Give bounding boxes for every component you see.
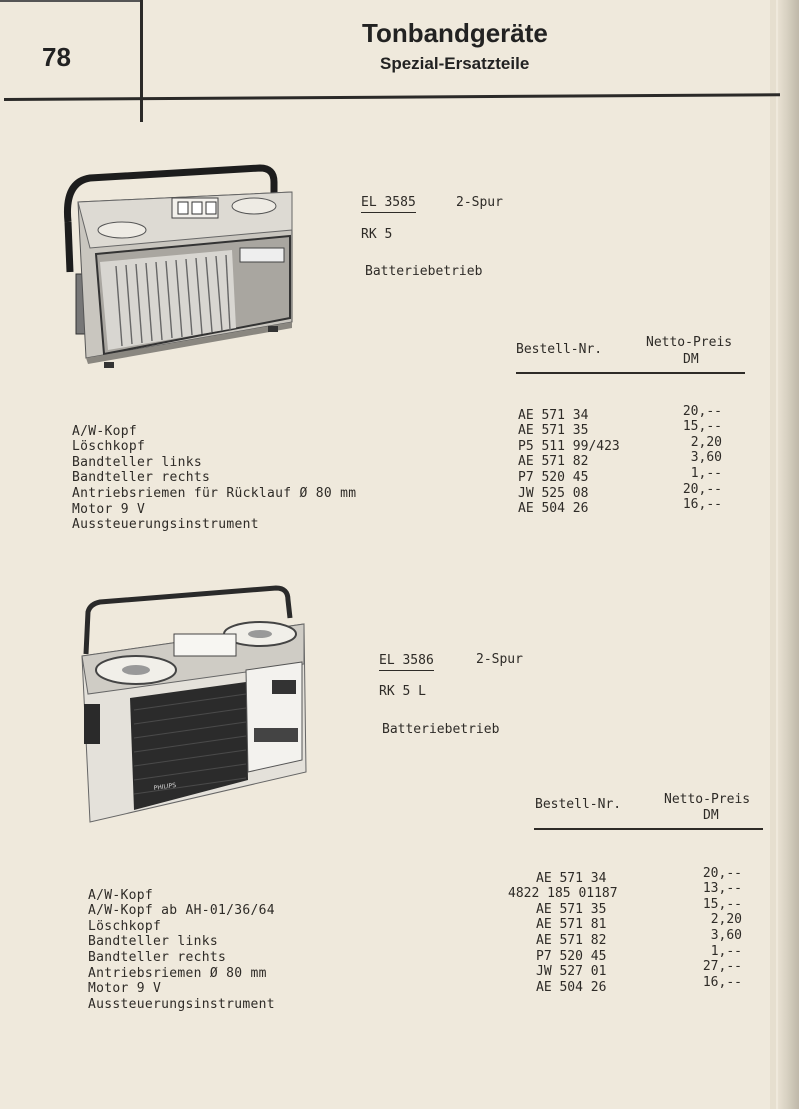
order-number: P5 511 99/423	[518, 438, 620, 454]
order-number: AE 571 81	[536, 917, 607, 933]
price: 27,--	[702, 959, 742, 975]
part-name: A/W-Kopf	[72, 423, 138, 439]
part-name: Bandteller links	[72, 454, 203, 470]
table-header-rule	[534, 828, 763, 830]
type-code: RK 5 L	[379, 684, 426, 699]
price-list	[670, 850, 742, 1006]
page-title: Tonbandgeräte	[362, 18, 548, 48]
parts-list	[72, 408, 356, 548]
table-header-rule	[516, 372, 745, 374]
part-name: Antriebsriemen für Rücklauf Ø 80 mm	[72, 485, 357, 501]
price: 15,--	[702, 896, 742, 912]
part-name: Löschkopf	[88, 918, 162, 934]
price: 16,--	[702, 974, 742, 990]
part-name: Antriebsriemen Ø 80 mm	[88, 965, 267, 981]
column-header-order-number: Bestell-Nr.	[516, 342, 603, 357]
column-header-currency: DM	[683, 352, 699, 367]
order-number-list	[518, 392, 620, 532]
model-number: EL 3585	[361, 195, 416, 213]
header-rule	[4, 93, 780, 101]
column-header-price: Netto-Preis	[664, 792, 751, 807]
type-code: RK 5	[361, 227, 393, 242]
price: 20,--	[702, 865, 742, 881]
order-number: AE 504 26	[536, 979, 607, 995]
tape-recorder-photo	[60, 162, 300, 374]
model-number: EL 3586	[379, 653, 434, 671]
price: 1,--	[710, 943, 742, 959]
column-header-price: Netto-Preis	[646, 335, 733, 350]
part-name: A/W-Kopf	[88, 887, 154, 903]
page-subtitle: Spezial-Ersatzteile	[380, 54, 530, 73]
page-edge	[778, 0, 799, 1109]
power-source: Batteriebetrieb	[365, 264, 483, 279]
order-number: AE 504 26	[518, 501, 589, 517]
order-number: AE 571 82	[518, 454, 589, 470]
power-source: Batteriebetrieb	[382, 722, 500, 737]
part-name: Löschkopf	[72, 439, 146, 455]
price: 2,20	[710, 912, 742, 928]
part-name: Motor 9 V	[72, 501, 146, 517]
price: 20,--	[682, 403, 722, 419]
top-rule	[0, 0, 140, 2]
parts-list	[88, 872, 275, 1028]
column-header-currency: DM	[703, 808, 719, 823]
page-shadow	[770, 0, 776, 1109]
price: 13,--	[702, 881, 742, 897]
order-number: P7 520 45	[536, 948, 607, 964]
price: 20,--	[682, 481, 722, 497]
part-name: Bandteller rechts	[72, 470, 211, 486]
price: 15,--	[682, 419, 722, 435]
order-number: AE 571 82	[536, 932, 607, 948]
order-number: AE 571 34	[518, 407, 589, 423]
part-name: A/W-Kopf ab AH-01/36/64	[88, 903, 275, 919]
price: 16,--	[682, 497, 722, 513]
order-number: 4822 185 01187	[508, 886, 618, 902]
track-info: 2-Spur	[476, 652, 523, 667]
part-name: Aussteuerungsinstrument	[88, 996, 275, 1012]
header-divider	[140, 0, 143, 122]
price: 3,60	[710, 927, 742, 943]
part-name: Bandteller rechts	[88, 949, 227, 965]
order-number: AE 571 35	[518, 423, 589, 439]
brand-logo: PHILIPS	[153, 781, 177, 792]
price: 2,20	[690, 434, 722, 450]
order-number: JW 525 08	[518, 485, 589, 501]
tape-recorder-photo	[76, 584, 308, 828]
part-name: Bandteller links	[88, 934, 219, 950]
page-number: 78	[42, 42, 71, 72]
order-number: JW 527 01	[536, 964, 607, 980]
part-name: Aussteuerungsinstrument	[72, 517, 259, 533]
part-name: Motor 9 V	[88, 981, 162, 997]
order-number: AE 571 35	[536, 901, 607, 917]
order-number: AE 571 34	[536, 870, 607, 886]
order-number: P7 520 45	[518, 469, 589, 485]
price: 3,60	[690, 450, 722, 466]
column-header-order-number: Bestell-Nr.	[535, 797, 622, 812]
price-list	[650, 388, 722, 528]
track-info: 2-Spur	[456, 195, 503, 210]
order-number-list	[508, 855, 642, 1011]
price: 1,--	[690, 465, 722, 481]
